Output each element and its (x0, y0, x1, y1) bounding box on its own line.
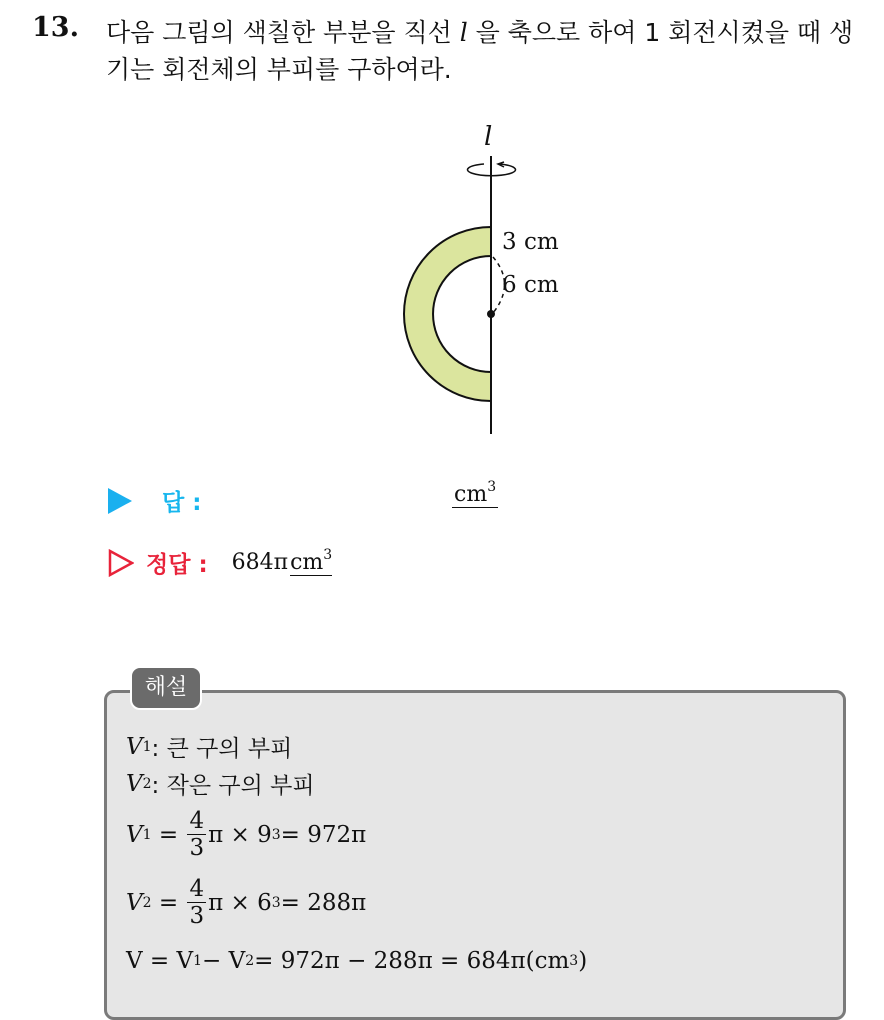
fraction: $\frac{4}{3}$ (189, 808, 205, 861)
solution-line-2: V 2 : 작은 구의 부피 (126, 770, 315, 799)
center-point (487, 310, 495, 318)
solution-line-3: V 1 = $\frac{4}{3}$ π × 9 3 = 972π (126, 808, 367, 861)
solution-line-1: V 1 : 큰 구의 부피 (126, 733, 293, 762)
shaded-region (404, 227, 491, 401)
play-triangle-icon (108, 488, 132, 514)
solution-tag: 해설 (130, 666, 202, 710)
correct-value: 684πcm$^3$ (231, 547, 333, 575)
axis-label: l (484, 122, 493, 152)
correct-answer-row (108, 546, 332, 579)
correct-label: 정답 : (146, 552, 208, 578)
question-number: 13. (32, 12, 79, 43)
axis-symbol: l (459, 18, 468, 47)
question-text: 다음 그림의 색칠한 부분을 직선 l 을 축으로 하여 1 회전시켰을 때 생기는 회전체의 부피를 구하여라. (106, 18, 854, 84)
rotation-figure (380, 118, 620, 448)
fraction: $\frac{4}{3}$ (189, 876, 205, 929)
answer-row (108, 484, 201, 517)
solution-line-5: V = V 1 − V 2 = 972π − 288π = 684π(cm 3 ) (126, 948, 588, 974)
solution-line-4: V 2 = $\frac{4}{3}$ π × 6 3 = 288π (126, 876, 367, 929)
inner-radius-label: 6 cm (502, 272, 559, 298)
answer-label: 답 : (162, 490, 202, 516)
outline-triangle-icon (108, 549, 134, 577)
outer-thickness-label: 3 cm (502, 229, 559, 255)
answer-unit-blank[interactable]: $cm^3$ (454, 479, 497, 507)
